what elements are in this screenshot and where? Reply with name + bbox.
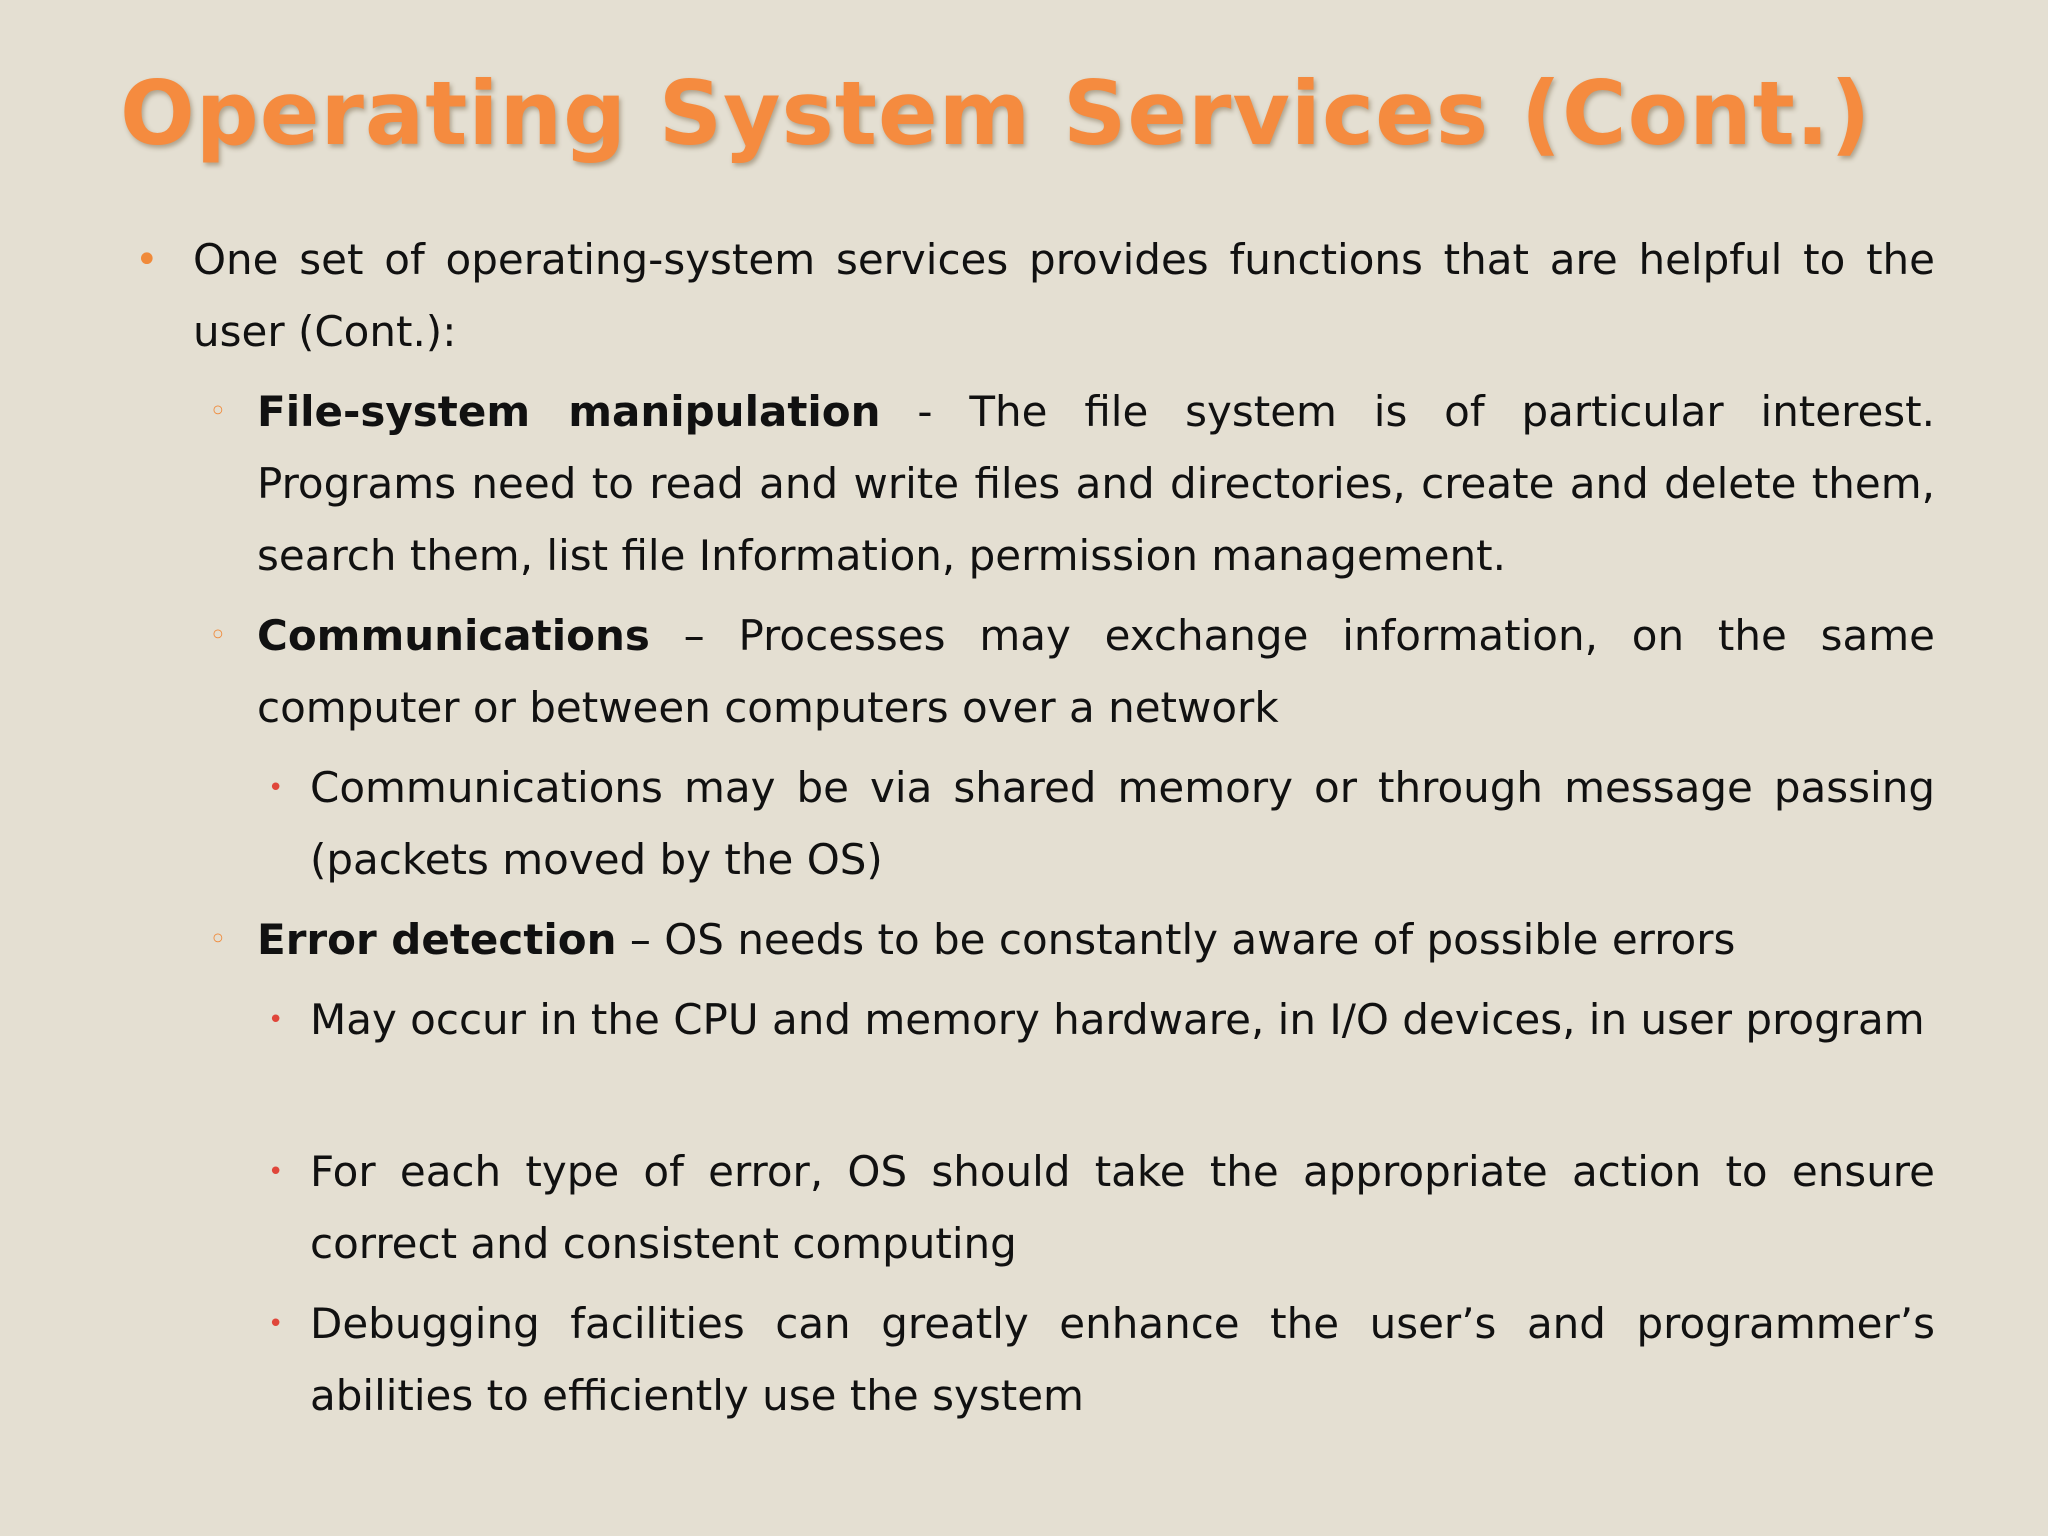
bullet-item-1 [135, 224, 1935, 368]
slide-title: Operating System Services (Cont.) [120, 62, 1872, 165]
bullet-circle-icon: ◦ [209, 394, 227, 429]
bullet-term: Error detection [257, 915, 617, 964]
bullet-text: Communications may be via shared memory or through message passing (packets moved by the OS) [310, 763, 1935, 884]
bullet-circle-icon: ◦ [209, 618, 227, 653]
bullet-text: – Processes may exchange information, on the same computer or between computers over a network [257, 611, 1935, 732]
bullet-small-dot-icon: • [268, 1309, 284, 1339]
bullet-item-file-system [209, 376, 1935, 592]
bullet-small-dot-icon: • [268, 1157, 284, 1187]
bullet-item-error-detection [209, 904, 1935, 976]
bullet-item-may-occur [268, 984, 1935, 1056]
bullet-term: Communications [257, 611, 650, 660]
bullet-small-dot-icon: • [268, 773, 284, 803]
bullet-small-dot-icon: • [268, 1005, 284, 1035]
bullet-text: Debugging facilities can greatly enhance the user’s and programmer’s abilities to efficiently use the system [310, 1299, 1935, 1420]
bullet-item-communications [209, 600, 1935, 744]
bullet-term: File-system manipulation [257, 387, 881, 436]
bullet-item-error-action [268, 1136, 1935, 1280]
bullet-text: For each type of error, OS should take the appropriate action to ensure correct and consistent computing [310, 1147, 1935, 1268]
bullet-item-debugging [268, 1288, 1935, 1432]
bullet-item-shared-memory [268, 752, 1935, 896]
bullet-text: May occur in the CPU and memory hardware, in I/O devices, in user program [310, 995, 1925, 1044]
bullet-circle-icon: ◦ [209, 922, 227, 957]
bullet-dot-icon: • [135, 237, 159, 283]
bullet-text: One set of operating-system services provides functions that are helpful to the user (Cont.): [193, 235, 1935, 356]
bullet-text: – OS needs to be constantly aware of possible errors [616, 915, 1736, 964]
bullet-text: - The file system is of particular interest. Programs need to read and write files and directories, create and delete them, search them, list file Information, permission management. [257, 387, 1935, 580]
